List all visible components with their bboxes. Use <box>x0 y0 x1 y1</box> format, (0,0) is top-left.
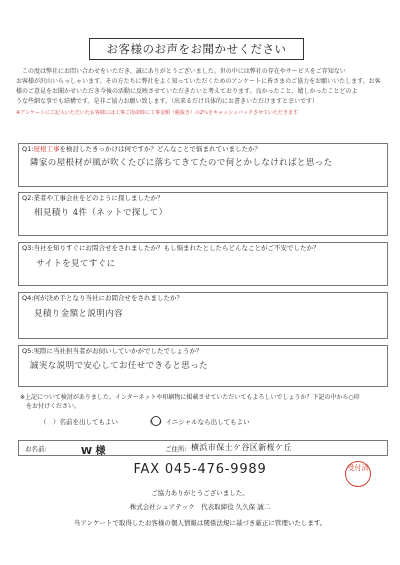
answer-5: 誠実な説明で安心してお任せできると思った <box>30 361 209 371</box>
privacy-notice: 当アンケートで取得したお客様の個人情報は関係法規に基づき厳正に管理いたします。 <box>73 519 327 527</box>
question-text: 実際に当社担当者がお伺いしていかがでしたでしょうか？ <box>33 347 203 355</box>
customer-info-row <box>18 440 388 456</box>
answer-3: サイトを見てすぐに <box>36 259 116 269</box>
fax-number: FAX 045-476-9989 <box>133 462 267 477</box>
question-text: 業者や工事会社をどのように探しましたか？ <box>33 194 164 202</box>
company-info: 株式会社シュアテック 代表取締役 久久保 誠二 <box>129 503 271 511</box>
consent-question <box>20 393 390 411</box>
intro-line: 様のご意見をお聞かせいただき今後の活動に反映させていただきたいと考えております。良かったこと、嬉しかったことどのよ <box>16 88 358 95</box>
answer-4: 見積り金額と説明内容 <box>34 309 124 319</box>
consent-line: をお付けください。 <box>26 403 81 410</box>
name-label: お名前: <box>25 445 47 453</box>
received-stamp: 受付済 <box>345 461 371 487</box>
option-initials-ok[interactable]: （ ）イニシャルなら出してもよい <box>146 418 250 426</box>
question-text: を検討したきっかけは何ですか？どんなことで悩まれていましたか？ <box>59 145 261 153</box>
question-number: Q1: <box>22 145 34 153</box>
thanks-text: ご協力ありがとうございました。 <box>151 489 249 497</box>
question-number: Q5: <box>22 347 34 355</box>
customer-name: W 様 <box>81 446 106 457</box>
question-number: Q4: <box>22 294 34 302</box>
question-highlight: 屋根工事 <box>33 145 60 153</box>
answer-2: 相見積り 4件（ネットで探して） <box>34 208 168 218</box>
question-text: 何が決め手となり当社にお問合せをされましたか？ <box>33 294 183 302</box>
intro-line: この度は弊社にお問い合わせをいただき、誠にありがとうございました。世の中には弊社の存在やサービスをご存知ない <box>22 68 346 75</box>
cashback-note: ※アンケートにご記入いただいたお客様には工事ご用命時に工事金額（税抜き）の2％をキャッシュバックさせていただきます <box>16 110 298 116</box>
question-text: 当社を知りすぐにお問合せをされましたか？もし悩まれたとしたらどんなことがご不安でしたか？ <box>33 244 320 252</box>
question-number: Q2: <box>22 194 34 202</box>
question-number: Q3: <box>22 244 34 252</box>
address-label: ご住所: <box>165 445 187 453</box>
intro-line: お客様が沢山いらっしゃいます。その方たちに弊社をよく知っていただくためのアンケートに皆さまのご協力をお願いいたします。お客 <box>16 78 381 85</box>
intro-text <box>16 67 388 118</box>
intro-line: うな些細な事でも結構です。是非ご協力お願い致します。（出来るだけ具体的にお書きいただけますと幸いです） <box>16 98 319 105</box>
option-name-ok[interactable]: （ ）名前を出してもよい <box>40 418 118 426</box>
customer-address: 横浜市保土ケ谷区新桜ケ丘 <box>191 443 292 452</box>
page-title: お客様のお声をお聞かせください <box>89 38 304 60</box>
answer-1: 隣家の屋根材が風が吹くたびに落ちてきてたので何とかしなければと思った <box>30 158 333 168</box>
consent-line: ※上記について検討がありました。インターネットや印刷物に掲載させていただいてもよろしいでしょうか？下記の中から○印 <box>20 394 360 401</box>
